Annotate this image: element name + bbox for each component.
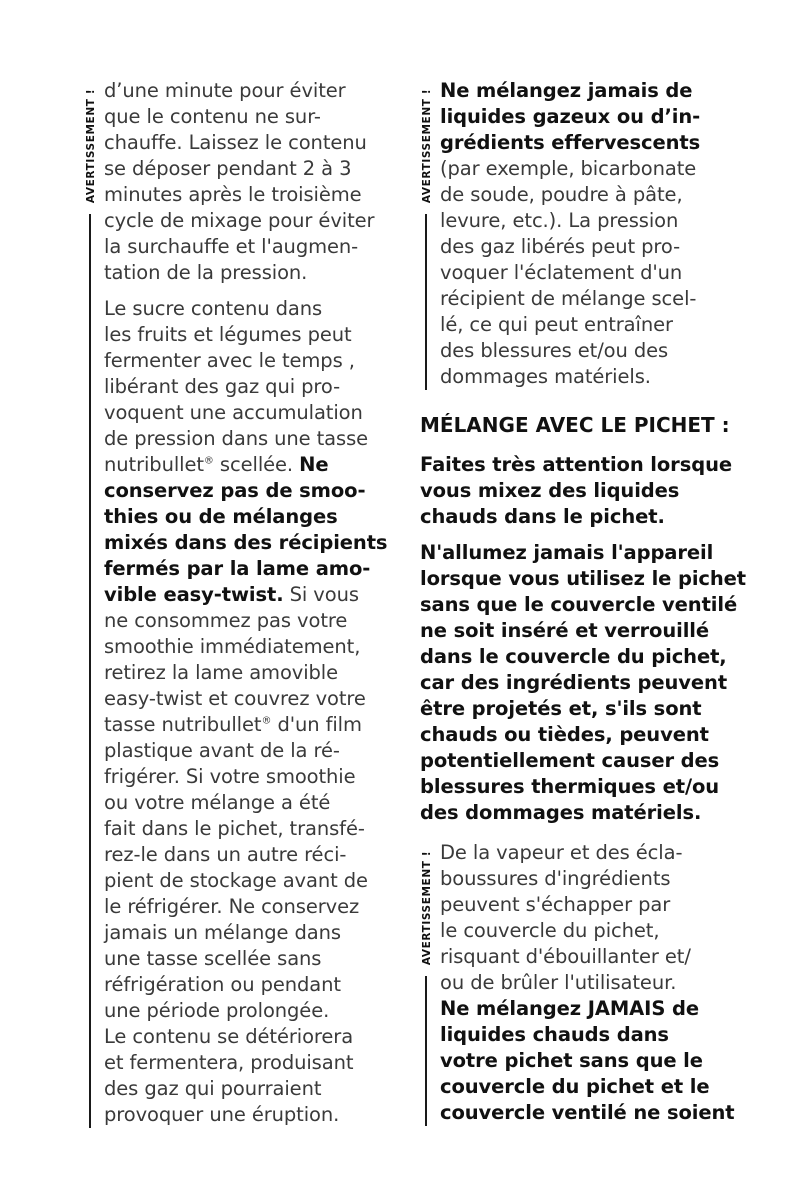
warning-label: AVERTISSEMENT ! <box>420 840 434 976</box>
right-column <box>420 78 747 1126</box>
text-line: lé, ce qui peut entraîner <box>440 313 673 336</box>
text-line: réfrigération ou pendant <box>104 973 341 996</box>
text-line: chauffe. Laissez le contenu <box>104 131 367 154</box>
warning-label: AVERTISSEMENT ! <box>84 78 98 214</box>
text-line: liquides chauds dans <box>440 1023 669 1046</box>
text-line: de pression dans une tasse <box>104 427 369 450</box>
text-line: Ne mélangez JAMAIS de <box>440 997 699 1020</box>
text-line: des blessures et/ou des <box>440 339 669 362</box>
paragraph-bold-1: Faites très attention lorsque vous mixez des liquides chauds dans le pichet. <box>420 453 732 528</box>
text-line: votre pichet sans que le <box>440 1049 703 1072</box>
text-line: rez-le dans un autre réci- <box>104 843 347 866</box>
text-line: ou de brûler l'utilisateur. <box>440 971 677 994</box>
text-line: une tasse scellée sans <box>104 947 322 970</box>
text-line: vible easy-twist. Si vous <box>104 583 359 606</box>
warning-bar <box>425 214 427 390</box>
text-line: boussures d'ingrédients <box>440 867 671 890</box>
text-line: pient de stockage avant de <box>104 869 368 892</box>
text-line: voquer l'éclatement d'un <box>440 261 683 284</box>
text-line: peuvent s'échapper par <box>440 893 671 916</box>
text-line: conservez pas de smoo- <box>104 479 366 502</box>
text-line: les fruits et légumes peut <box>104 323 352 346</box>
text-line: voquent une accumulation <box>104 401 363 424</box>
warning-block-1 <box>84 78 388 1128</box>
text-line: le réfrigérer. Ne conservez <box>104 895 360 918</box>
text-line: De la vapeur et des écla- <box>440 841 683 864</box>
text-line: easy-twist et couvrez votre <box>104 687 366 710</box>
text-line: risquant d'ébouillanter et/ <box>440 945 691 968</box>
text-line: fait dans le pichet, transfé- <box>104 817 365 840</box>
text-line: que le contenu ne sur- <box>104 105 321 128</box>
text-line: cycle de mixage pour éviter <box>104 209 375 232</box>
text-line: grédients effervescents <box>440 131 701 154</box>
text-line: le couvercle du pichet, <box>440 919 660 942</box>
text-line: couvercle ventilé ne soient <box>440 1101 735 1124</box>
text-line: smoothie immédiatement, <box>104 635 361 658</box>
paragraph-bold-2: N'allumez jamais l'appareil lorsque vous utilisez le pichet sans que le couvercle ventilé ne soit inséré et verrouillé dans le couvercle du pichet, car des ingrédients peuvent être projetés et, s'ils sont chauds ou tièdes, peuvent potentiellement causer des blessures thermiques et/ou des dommages matériels. <box>420 541 747 824</box>
text-line: récipient de mélange scel- <box>440 287 697 310</box>
text-line: des gaz libérés peut pro- <box>440 235 681 258</box>
text-line: tation de la pression. <box>104 261 308 284</box>
text-line: une période prolongée. <box>104 999 330 1022</box>
text-line: fermenter avec le temps , <box>104 349 355 372</box>
text-line: de soude, poudre à pâte, <box>440 183 683 206</box>
text-line: d’une minute pour éviter <box>104 79 346 102</box>
text-line: frigérer. Si votre smoothie <box>104 765 356 788</box>
text-line: nutribullet® scellée. Ne <box>104 453 329 476</box>
text-line: Le contenu se détériorera <box>104 1025 354 1048</box>
text-line: thies ou de mélanges <box>104 505 338 528</box>
text-line: (par exemple, bicarbonate <box>440 157 697 180</box>
text-line: la surchauffe et l'augmen- <box>104 235 359 258</box>
text-line: provoquer une éruption. <box>104 1103 340 1126</box>
text-line: mixés dans des récipients <box>104 531 388 554</box>
text-line: se déposer pendant 2 à 3 <box>104 157 352 180</box>
text-line: et fermentera, produisant <box>104 1051 354 1074</box>
text-line: jamais un mélange dans <box>104 921 341 944</box>
text-line: Ne mélangez jamais de <box>440 79 693 102</box>
warning-bar <box>425 976 427 1126</box>
text-line: fermés par la lame amo- <box>104 557 371 580</box>
text-line: Le sucre contenu dans <box>104 297 323 320</box>
text-line: couvercle du pichet et le <box>440 1075 710 1098</box>
warning-label: AVERTISSEMENT ! <box>420 78 434 214</box>
warning-block-3 <box>420 78 730 390</box>
text-line: des gaz qui pourraient <box>104 1077 322 1100</box>
warning-block-4 <box>420 840 735 1126</box>
warning-bar <box>89 214 91 1128</box>
text-line: libérant des gaz qui pro- <box>104 375 341 398</box>
left-column <box>84 78 388 1128</box>
text-line: minutes après le troisième <box>104 183 362 206</box>
registered-mark: ® <box>203 455 214 467</box>
text-line: tasse nutribullet® d'un film <box>104 713 362 736</box>
text-line: retirez la lame amovible <box>104 661 339 684</box>
text-line: ne consommez pas votre <box>104 609 348 632</box>
registered-mark: ® <box>261 715 272 727</box>
text-line: plastique avant de la ré- <box>104 739 340 762</box>
section-heading: MÉLANGE AVEC LE PICHET : <box>420 413 730 437</box>
text-line: liquides gazeux ou d’in- <box>440 105 701 128</box>
text-line: levure, etc.). La pression <box>440 209 679 232</box>
text-line: ou votre mélange a été <box>104 791 331 814</box>
text-line: dommages matériels. <box>440 365 651 388</box>
